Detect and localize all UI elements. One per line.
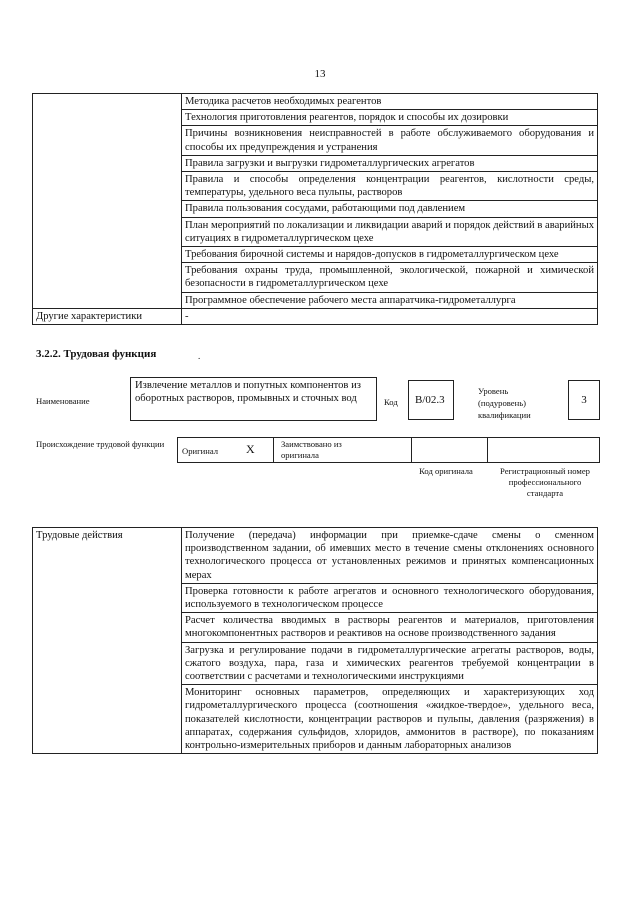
table-cell: Получение (передача) информации при приемке-сдаче смены о сменном производственном задании, об имевших место в течение смены отклонениях основного технологического процесса от установленных режимов и принятых компенсационных мерах — [182, 528, 598, 584]
borrowed-label: Заимствовано из оригинала — [281, 439, 342, 460]
knowledge-table — [32, 93, 598, 325]
table-cell: Причины возникновения неисправностей в работе обслуживаемого оборудования и способы их предупреждения и устранения — [182, 126, 598, 155]
function-name-box: Извлечение металлов и попутных компонентов из оборотных растворов, промывных и сточных вод — [130, 377, 377, 421]
level-label: Уровень (подуровень) квалификации — [478, 386, 531, 420]
origin-label: Происхождение трудовой функции — [36, 439, 165, 449]
table-row — [33, 308, 598, 324]
table-cell: Программное обеспечение рабочего места аппаратчика-гидрометаллурга — [182, 292, 598, 308]
table-cell: Правила пользования сосудами, работающими под давлением — [182, 201, 598, 217]
table-label-cell — [33, 94, 182, 309]
table-cell: Мониторинг основных параметров, определяющих и характеризующих ход гидрометаллургического процесса (соотношения «жидкое-твердое», удельного веса, показателей кислотности, концентрации растворов и пульпы, давления (разряжения) в аппаратах, содержания сульфидов, хлоридов, аммонитов в растворе), по показаниям контрольно-измерительных приборов и данным лабораторных анализов — [182, 685, 598, 754]
name-label: Наименование — [36, 396, 90, 406]
level-box: 3 — [568, 380, 600, 420]
original-label: Оригинал — [182, 446, 219, 456]
section-title: 3.2.2. Трудовая функция — [36, 348, 157, 360]
table-row — [33, 528, 598, 584]
table-cell: Методика расчетов необходимых реагентов — [182, 94, 598, 110]
table-row — [33, 94, 598, 110]
table-cell: Требования бирочной системы и нарядов-допусков в гидрометаллургическом цехе — [182, 247, 598, 263]
reg-number-label: Регистрационный номер профессионального стандарта — [500, 466, 590, 498]
page-number: 13 — [314, 68, 326, 80]
stray-dot: . — [198, 351, 201, 361]
origin-box — [177, 437, 600, 463]
code-box: B/02.3 — [408, 380, 454, 420]
labor-actions-label: Трудовые действия — [33, 528, 182, 754]
table-cell: План мероприятий по локализации и ликвидации аварий и порядок действий в аварийных ситуациях в гидрометаллургическом цехе — [182, 217, 598, 246]
table-cell: Правила и способы определения концентрации реагентов, кислотности среды, температуры, удельного веса пульпы, растворов — [182, 172, 598, 201]
other-characteristics-value: - — [182, 308, 598, 324]
table-cell: Загрузка и регулирование подачи в гидрометаллургические агрегаты растворов, воды, сжатого воздуха, пара, газа и химических реагентов требуемой концентрации в соответствии с расчетами и технологическими инструкциями — [182, 642, 598, 685]
origin-cell-code — [411, 438, 488, 462]
table-cell: Требования охраны труда, промышленной, экологической, пожарной и химической безопасности в гидрометаллургическом цехе — [182, 263, 598, 292]
other-characteristics-label: Другие характеристики — [33, 308, 182, 324]
code-label: Код — [384, 397, 398, 407]
table-cell: Расчет количества вводимых в растворы реагентов и материалов, приготовления многокомпонентных растворов и реактивов на основе производственного задания — [182, 613, 598, 642]
labor-actions-table — [32, 527, 598, 754]
code-original-label: Код оригинала — [419, 466, 473, 476]
table-cell: Технология приготовления реагентов, порядок и способы их дозировки — [182, 110, 598, 126]
table-cell: Правила загрузки и выгрузки гидрометаллургических агрегатов — [182, 155, 598, 171]
table-cell: Проверка готовности к работе агрегатов и основного технологического оборудования, используемого в технологическом процессе — [182, 583, 598, 612]
original-mark: X — [246, 442, 255, 456]
